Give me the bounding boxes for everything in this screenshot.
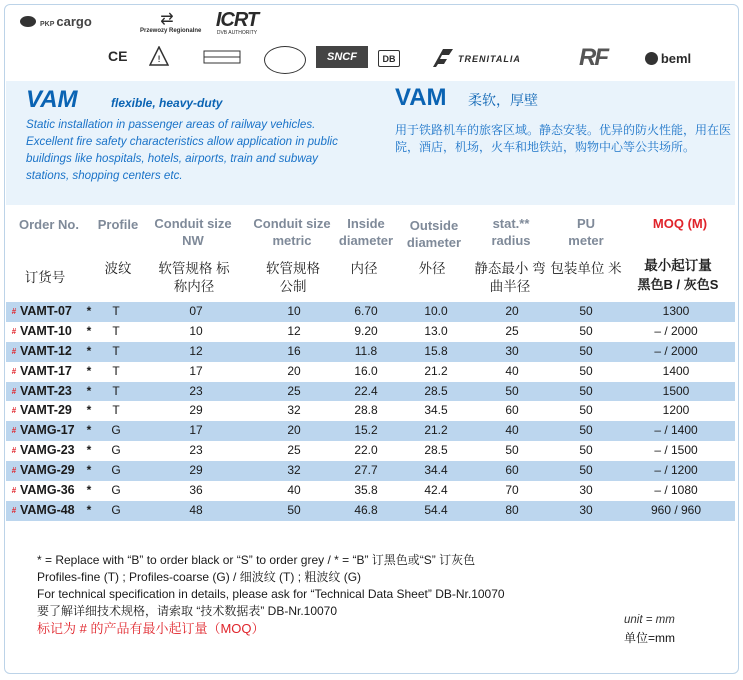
moq-marker: # [11,466,17,476]
table-row [6,302,735,322]
col-header-moq-colors: 黑色B / 灰色S [637,277,719,292]
col-header-metric-cn: 软管规格 公制 [266,261,320,294]
cell-moq: 1300 [662,304,690,318]
cell-inside: 11.8 [354,343,378,358]
color-code-star: * [86,423,92,438]
cell-inside: 28.8 [354,403,378,418]
footnotes [37,552,505,637]
color-code-star: * [86,323,92,338]
cell-moq: 960 / 960 [650,502,702,517]
table-row [6,362,735,382]
cell-inside: 22.0 [354,443,378,458]
cell-metric: 40 [287,483,301,498]
moq-marker: # [11,406,17,416]
cell-pu: 50 [579,443,593,458]
product-description-en: Static installation in passenger areas of railway vehicles. Excellent fire safety characteristics allow application in public buildings like hospitals, hotels, airports, train and subway stations, shopping centers etc. [26,118,338,182]
cell-moq: – / 2000 [654,323,698,338]
cell-moq: – / 2000 [654,343,698,358]
col-header-pu: PU meter [568,216,604,248]
moq-marker: # [11,326,17,336]
order-number: VAMG-29 [20,463,75,478]
note-moq: 标记为 # 的产品有最小起订量（MOQ） [37,621,265,636]
col-header-profile-cn: 波纹 [104,261,132,276]
cell-profile: T [112,304,120,318]
moq-marker: # [11,386,17,396]
cell-moq: 1500 [662,383,690,398]
color-code-star: * [86,403,92,418]
order-number: VAMG-48 [20,502,75,517]
color-code-star: * [86,343,92,358]
moq-marker: # [11,346,17,356]
cell-profile: G [111,423,121,438]
przewozy-logo: ⇄ Przewozy Regionalne [140,11,202,34]
order-number: VAMT-12 [20,343,72,358]
cell-radius: 50 [505,383,519,398]
unit-label-cn: 单位=mm [624,631,676,645]
color-code-star: * [86,383,92,398]
cell-radius: 70 [505,483,519,498]
cell-outside: 42.4 [424,483,448,498]
cell-nw: 23 [189,443,203,458]
cell-profile: T [112,343,120,358]
cell-moq: – / 1200 [654,463,698,478]
cell-inside: 16.0 [354,363,378,378]
note-tech-spec-en: For technical specification in details, please ask for “Technical Data Sheet” DB-Nr.10070 [37,587,505,601]
cell-inside: 35.8 [354,483,378,498]
note-color-code: * = Replace with “B” to order black or “S” to order grey / * = “B” 订黑色或“S” 订灰色 [37,553,476,567]
cell-outside: 34.5 [424,403,448,418]
cell-outside: 15.8 [424,343,448,358]
cell-nw: 36 [189,483,203,498]
cell-pu: 50 [579,323,593,338]
cell-pu: 50 [579,343,593,358]
col-header-pu-cn: 包装单位 米 [550,261,622,276]
order-number: VAMG-36 [20,483,75,498]
cell-nw: 17 [189,423,203,438]
fs-logo-icon [428,44,458,72]
product-subtitle-en: flexible, heavy-duty [111,96,223,110]
cell-nw: 07 [189,304,203,318]
note-profiles: Profiles-fine (T) ; Profiles-coarse (G) / 细波纹 (T) ; 粗波纹 (G) [37,570,362,584]
cell-metric: 25 [287,443,301,458]
cell-radius: 50 [505,443,519,458]
table-row [6,441,735,461]
product-title-cn: VAM [395,84,447,111]
col-header-moq: MOQ (M) [652,216,708,231]
cell-pu: 50 [579,383,593,398]
cell-outside: 13.0 [424,323,448,338]
cell-moq: – / 1500 [654,443,698,458]
cell-nw: 48 [189,502,203,517]
cell-nw: 17 [189,363,203,378]
col-header-outside-cn: 外径 [418,261,446,276]
cell-metric: 10 [287,304,301,318]
cell-nw: 29 [189,403,203,418]
cell-outside: 10.0 [424,304,448,318]
col-header-metric: Conduit size metric [253,216,331,248]
cell-outside: 34.4 [424,463,448,478]
cell-radius: 25 [505,323,519,338]
cell-profile: T [112,323,120,338]
cell-nw: 23 [189,383,203,398]
cell-pu: 50 [579,304,593,318]
table-row [6,461,735,481]
warning-triangle-icon [148,44,170,68]
cell-inside: 27.7 [354,463,378,478]
order-number: VAMT-17 [20,363,72,378]
certification-logos [20,8,730,80]
cell-outside: 21.2 [424,363,448,378]
pkp-cargo-logo: PKP cargo [20,14,92,29]
cell-radius: 60 [505,403,519,418]
cell-nw: 12 [189,343,203,358]
cell-inside: 22.4 [354,383,378,398]
cell-moq: 1400 [662,363,690,378]
col-header-inside: Inside diameter [338,216,394,248]
table-row [6,481,735,501]
db-logo: DB [378,50,400,67]
cell-profile: T [112,383,120,398]
product-table [6,302,735,521]
cell-pu: 50 [579,463,593,478]
unit-label-en: unit = mm [624,614,675,626]
order-number: VAMT-07 [20,304,72,318]
beml-logo: beml [638,46,698,70]
color-code-star: * [86,443,92,458]
table-row [6,322,735,342]
cell-radius: 60 [505,463,519,478]
cell-radius: 20 [505,304,519,318]
cell-profile: G [111,502,121,517]
cell-pu: 50 [579,403,593,418]
product-description-cn: 用于铁路机车的旅客区域。静态安装。优异的防火性能，用在医院，酒店，机场，火车和地铁站，购物中心等公共场所。 [395,123,732,154]
cell-moq: – / 1080 [654,483,698,498]
col-header-nw-cn: 软管规格 标称内径 [158,261,230,294]
cell-metric: 32 [287,463,301,478]
cell-nw: 29 [189,463,203,478]
moq-marker: # [11,307,17,316]
cell-pu: 30 [579,483,593,498]
order-number: VAMT-10 [20,323,72,338]
cell-metric: 32 [287,403,301,418]
order-number: VAMG-17 [20,423,75,438]
cell-inside: 9.20 [354,323,378,338]
cell-pu: 50 [579,363,593,378]
svg-text:!: ! [157,55,161,65]
cell-outside: 21.2 [424,423,448,438]
cell-inside: 46.8 [354,502,378,517]
cell-metric: 50 [287,502,301,517]
product-title-en: VAM [26,86,78,113]
moq-marker: # [11,366,17,376]
cell-metric: 20 [287,423,301,438]
table-row [6,382,735,402]
color-code-star: * [86,363,92,378]
moq-marker: # [11,486,17,496]
col-header-outside: Outside diameter [406,218,462,250]
cell-nw: 10 [189,323,203,338]
cell-radius: 40 [505,363,519,378]
moq-marker: # [11,505,17,515]
cell-profile: G [111,483,121,498]
color-code-star: * [86,483,92,498]
cell-metric: 20 [287,363,301,378]
cell-pu: 30 [579,502,593,517]
col-header-order-cn: 订货号 [24,270,66,285]
table-row [6,401,735,421]
color-code-star: * [86,304,92,318]
moq-marker: # [11,446,17,456]
cell-moq: 1200 [662,403,690,418]
cell-radius: 80 [505,502,519,517]
metro-logo [202,44,242,70]
table-row [6,421,735,441]
col-header-profile: Profile [97,217,139,232]
order-number: VAMT-29 [20,403,72,418]
cell-inside: 6.70 [354,304,378,318]
cell-moq: – / 1400 [654,423,698,438]
order-number: VAMT-23 [20,383,72,398]
cell-profile: G [111,463,121,478]
cell-outside: 54.4 [424,502,448,517]
col-header-nw: Conduit size NW [154,216,232,248]
color-code-star: * [86,502,92,517]
icrt-logo: ICRT DVB AUTHORITY [215,9,259,36]
col-header-moq-cn: 最小起订量 [644,258,712,273]
cell-radius: 40 [505,423,519,438]
cell-profile: T [112,403,120,418]
product-subtitle-cn: 柔软，厚壁 [468,92,538,108]
cell-metric: 16 [287,343,301,358]
cell-outside: 28.5 [424,383,448,398]
color-code-star: * [86,463,92,478]
col-header-inside-cn: 内径 [350,261,378,276]
cell-outside: 28.5 [424,443,448,458]
col-header-order: Order No. [19,217,79,232]
table-row [6,342,735,362]
ce-mark-icon: CE [108,48,128,64]
rf-logo: RF [579,44,607,71]
moq-marker: # [11,426,17,436]
sncf-logo: SNCF [316,46,368,68]
table-row [6,501,735,521]
cell-profile: T [112,363,120,378]
trenitalia-logo: TRENITALIA [458,54,521,64]
railway-oval-logo [264,46,306,74]
col-header-radius-cn: 静态最小 弯曲半径 [474,261,546,294]
cell-pu: 50 [579,423,593,438]
cell-metric: 12 [287,323,301,338]
col-header-radius: stat.** radius [491,216,531,248]
cell-radius: 30 [505,343,519,358]
note-tech-spec-cn: 要了解详细技术规格，请索取 “技术数据表” DB-Nr.10070 [37,604,338,618]
order-number: VAMG-23 [20,443,75,458]
cell-inside: 15.2 [354,423,378,438]
cell-metric: 25 [287,383,301,398]
cell-profile: G [111,443,121,458]
